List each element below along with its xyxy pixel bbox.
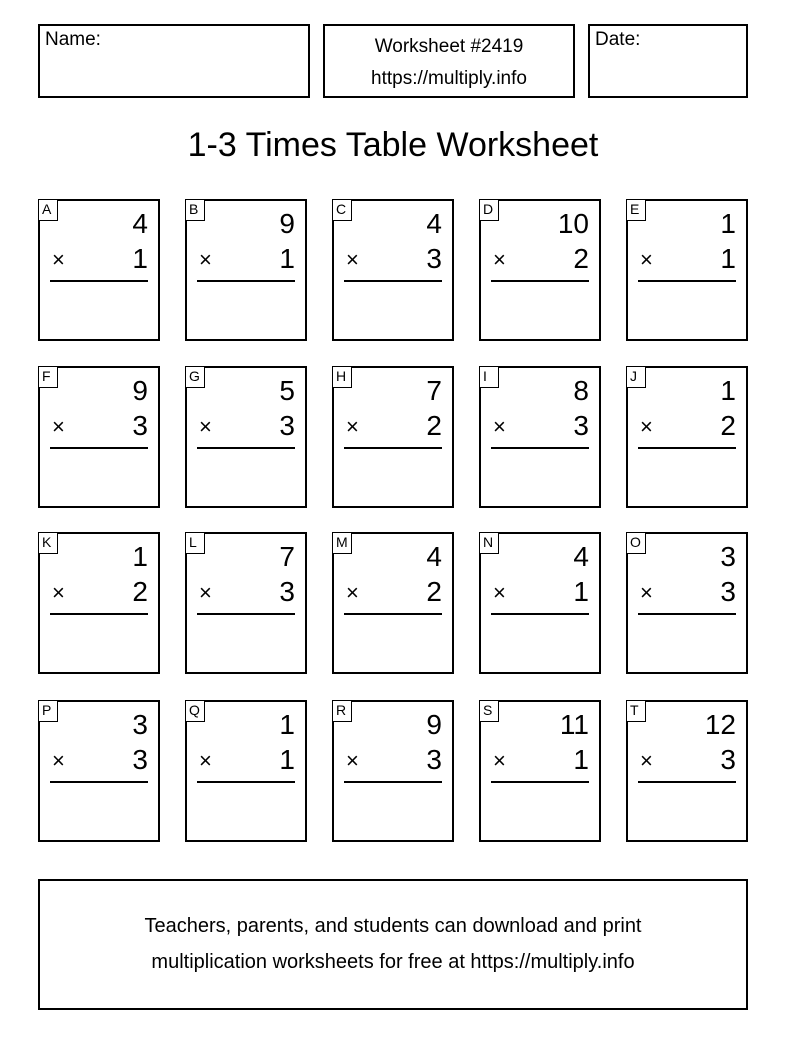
problem-multiplicand: 1 (132, 541, 148, 572)
problem-card (479, 366, 601, 508)
answer-line (638, 613, 736, 615)
problem-card (626, 700, 748, 842)
problem-multiplier: 1 (720, 243, 736, 274)
multiply-sign-icon: × (493, 414, 506, 439)
answer-line (197, 447, 295, 449)
problem-multiplicand: 3 (720, 541, 736, 572)
problem-card (38, 700, 160, 842)
multiply-sign-icon: × (346, 247, 359, 272)
multiply-sign-icon: × (199, 580, 212, 605)
problem-multiplier: 1 (279, 243, 295, 274)
problem-multiplicand: 7 (279, 541, 295, 572)
problem-letter: F (38, 366, 58, 388)
multiply-sign-icon: × (52, 748, 65, 773)
problem-letter: G (185, 366, 205, 388)
multiply-sign-icon: × (346, 748, 359, 773)
problem-card (38, 366, 160, 508)
multiply-sign-icon: × (640, 247, 653, 272)
problem-letter: I (479, 366, 499, 388)
problem-card (332, 532, 454, 674)
multiply-sign-icon: × (493, 580, 506, 605)
problem-multiplier: 3 (720, 576, 736, 607)
problem-multiplier: 3 (426, 243, 442, 274)
problem-card (185, 199, 307, 341)
problem-multiplicand: 9 (279, 208, 295, 239)
multiply-sign-icon: × (199, 748, 212, 773)
multiply-sign-icon: × (493, 247, 506, 272)
problem-letter: K (38, 532, 58, 554)
problem-multiplier: 3 (426, 744, 442, 775)
answer-line (491, 781, 589, 783)
problem-multiplier: 2 (720, 410, 736, 441)
problem-letter: L (185, 532, 205, 554)
answer-line (344, 781, 442, 783)
problem-multiplier: 2 (573, 243, 589, 274)
problem-multiplier: 1 (573, 576, 589, 607)
problem-multiplier: 3 (720, 744, 736, 775)
problem-card (185, 532, 307, 674)
answer-line (197, 613, 295, 615)
problem-card (626, 199, 748, 341)
problem-multiplicand: 12 (704, 709, 736, 740)
problem-letter: J (626, 366, 646, 388)
problem-letter: S (479, 700, 499, 722)
problem-card (332, 199, 454, 341)
problem-multiplicand: 1 (279, 709, 295, 740)
problem-multiplicand: 3 (132, 709, 148, 740)
multiply-sign-icon: × (640, 414, 653, 439)
problem-letter: B (185, 199, 205, 221)
problem-multiplier: 2 (426, 410, 442, 441)
problem-letter: A (38, 199, 58, 221)
footer-text-line-1: Teachers, parents, and students can download and print (144, 915, 642, 937)
answer-line (344, 280, 442, 282)
problem-card (332, 366, 454, 508)
answer-line (491, 447, 589, 449)
answer-line (50, 781, 148, 783)
problem-card (626, 366, 748, 508)
answer-line (638, 280, 736, 282)
problem-letter: Q (185, 700, 205, 722)
problem-multiplier: 1 (132, 243, 148, 274)
answer-line (638, 447, 736, 449)
problem-card (626, 532, 748, 674)
problem-multiplier: 2 (426, 576, 442, 607)
multiply-sign-icon: × (640, 748, 653, 773)
problem-multiplicand: 11 (559, 709, 589, 740)
multiply-sign-icon: × (52, 414, 65, 439)
answer-line (344, 613, 442, 615)
answer-line (50, 280, 148, 282)
problem-multiplicand: 4 (573, 541, 589, 572)
problem-multiplicand: 1 (720, 208, 736, 239)
multiply-sign-icon: × (52, 247, 65, 272)
multiply-sign-icon: × (346, 414, 359, 439)
problem-letter: D (479, 199, 499, 221)
problem-multiplier: 1 (279, 744, 295, 775)
problem-multiplier: 2 (132, 576, 148, 607)
problem-multiplier: 1 (573, 744, 589, 775)
date-label: Date: (595, 29, 641, 50)
problem-letter: M (332, 532, 352, 554)
problem-letter: O (626, 532, 646, 554)
page-title: 1-3 Times Table Worksheet (187, 126, 599, 164)
problem-letter: C (332, 199, 352, 221)
problem-multiplicand: 9 (132, 375, 148, 406)
worksheet-number: Worksheet #2419 (374, 36, 524, 57)
problem-card (38, 532, 160, 674)
problem-card (332, 700, 454, 842)
problem-multiplicand: 10 (557, 208, 589, 239)
multiply-sign-icon: × (493, 748, 506, 773)
problem-letter: H (332, 366, 352, 388)
answer-line (638, 781, 736, 783)
problem-multiplier: 3 (279, 576, 295, 607)
problem-multiplicand: 7 (426, 375, 442, 406)
problem-multiplicand: 4 (426, 541, 442, 572)
problem-multiplicand: 9 (426, 709, 442, 740)
problem-letter: E (626, 199, 646, 221)
problem-multiplicand: 1 (720, 375, 736, 406)
problem-card (479, 532, 601, 674)
problem-letter: T (626, 700, 646, 722)
answer-line (344, 447, 442, 449)
problem-multiplicand: 4 (426, 208, 442, 239)
problem-multiplier: 3 (279, 410, 295, 441)
answer-line (50, 613, 148, 615)
answer-line (491, 280, 589, 282)
multiply-sign-icon: × (199, 414, 212, 439)
multiply-sign-icon: × (640, 580, 653, 605)
problem-multiplicand: 5 (279, 375, 295, 406)
multiply-sign-icon: × (346, 580, 359, 605)
problem-card (38, 199, 160, 341)
multiply-sign-icon: × (199, 247, 212, 272)
footer-text-line-2: multiplication worksheets for free at https://multiply.info (151, 951, 635, 973)
worksheet-url: https://multiply.info (371, 68, 527, 89)
problem-multiplier: 3 (132, 744, 148, 775)
problem-letter: P (38, 700, 58, 722)
problem-card (479, 700, 601, 842)
answer-line (197, 280, 295, 282)
problem-letter: N (479, 532, 499, 554)
problem-card (479, 199, 601, 341)
problem-multiplicand: 4 (132, 208, 148, 239)
problem-multiplicand: 8 (573, 375, 589, 406)
answer-line (50, 447, 148, 449)
answer-line (491, 613, 589, 615)
problem-card (185, 366, 307, 508)
answer-line (197, 781, 295, 783)
name-label: Name: (45, 29, 101, 50)
problem-card (185, 700, 307, 842)
problem-multiplier: 3 (573, 410, 589, 441)
problem-multiplier: 3 (132, 410, 148, 441)
problem-letter: R (332, 700, 352, 722)
multiply-sign-icon: × (52, 580, 65, 605)
footer-box (38, 879, 748, 1010)
